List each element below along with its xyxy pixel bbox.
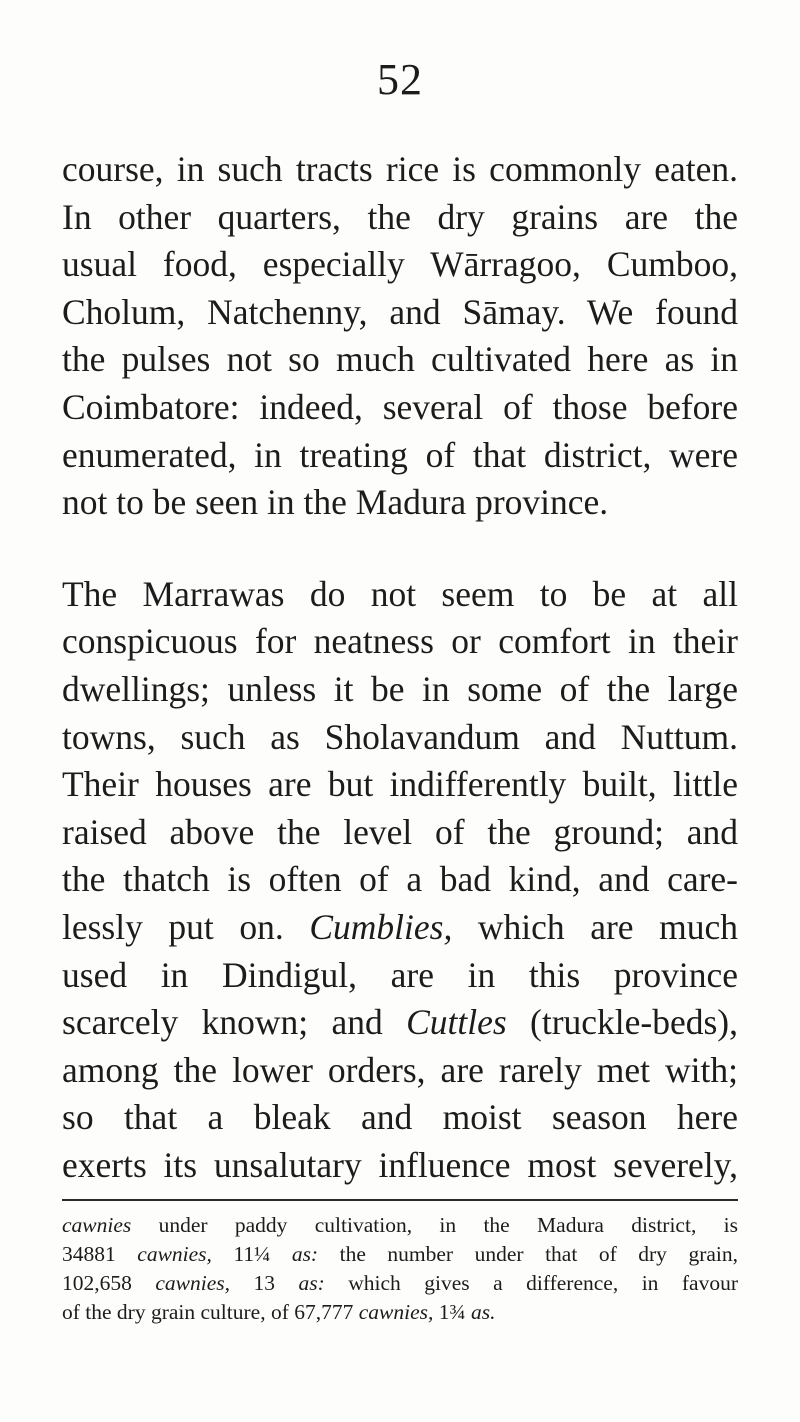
text-line: exerts its unsalutary influence most severely, (62, 1144, 738, 1185)
text-line: course, in such tracts rice is commonly eaten. (62, 149, 738, 189)
italic-term: as: (291, 1242, 319, 1266)
text-line: so that a bleak and moist season here (62, 1097, 738, 1138)
footnote-line (62, 1211, 738, 1240)
text-segment: scarcely known; and (62, 1002, 407, 1043)
text-line: conspicuous for neatness or comfort in their (62, 621, 738, 662)
text-segment: 1¾ (433, 1300, 472, 1324)
text-line: Coimbatore: indeed, several of those before (62, 386, 738, 427)
text-line: used in Dindigul, are in this province (62, 954, 738, 995)
text-line: enumerated, in treating of that district, were (62, 434, 738, 475)
text-segment: lessly put on. (62, 906, 284, 947)
text-line: dwellings; unless it be in some of the large (62, 668, 738, 709)
footnote-line (62, 1298, 738, 1327)
italic-term: cawnies (62, 1213, 132, 1237)
body-text (62, 146, 738, 1189)
italic-term: cawnies, (358, 1300, 434, 1324)
text-line-mixed (62, 904, 738, 952)
text-line: not to be seen in the Madura province. (62, 482, 609, 523)
footnote-line (62, 1269, 738, 1298)
text-segment: of the dry grain culture, of 67,777 (62, 1300, 359, 1324)
footnote-rule (62, 1199, 738, 1201)
text-line: raised above the level of the ground; and (62, 811, 738, 852)
italic-term: as: (298, 1271, 325, 1295)
paragraph-2 (62, 571, 738, 1190)
text-line: the thatch is often of a bad kind, and care- (62, 859, 738, 900)
text-segment: which are much (452, 906, 739, 947)
footnote-line (62, 1240, 738, 1269)
text-segment: under paddy cultivation, in the Madura district, is (131, 1213, 738, 1237)
text-line-mixed (62, 999, 738, 1047)
text-line: usual food, especially Wārragoo, Cumboo, (62, 244, 738, 285)
italic-term: cawnies, (155, 1271, 231, 1295)
text-line: Their houses are but indifferently built, little (62, 764, 738, 805)
text-segment: 13 (230, 1271, 299, 1295)
italic-term-cumblies: Cumblies, (309, 906, 453, 947)
text-line: The Marrawas do not seem to be at all (62, 573, 738, 614)
text-line: In other quarters, the dry grains are the (62, 196, 738, 237)
italic-term-cuttles: Cuttles (406, 1002, 507, 1043)
text-line: towns, such as Sholavandum and Nuttum. (62, 716, 738, 757)
paragraph-1 (62, 146, 738, 527)
text-segment: 11¼ (211, 1242, 292, 1266)
text-line: the pulses not so much cultivated here as in (62, 339, 738, 380)
footnote (62, 1211, 738, 1327)
text-segment: 102,658 (62, 1271, 156, 1295)
text-segment: which gives a difference, in favour (324, 1271, 739, 1295)
text-line: Cholum, Natchenny, and Sāmay. We found (62, 291, 738, 332)
text-segment: (truckle-beds), (506, 1002, 738, 1043)
text-segment: 34881 (62, 1242, 138, 1266)
italic-term: as. (471, 1300, 496, 1324)
text-line: among the lower orders, are rarely met with; (62, 1049, 738, 1090)
italic-term: cawnies, (137, 1242, 212, 1266)
page-number: 52 (377, 55, 423, 104)
text-segment: the number under that of dry grain, (318, 1242, 739, 1266)
